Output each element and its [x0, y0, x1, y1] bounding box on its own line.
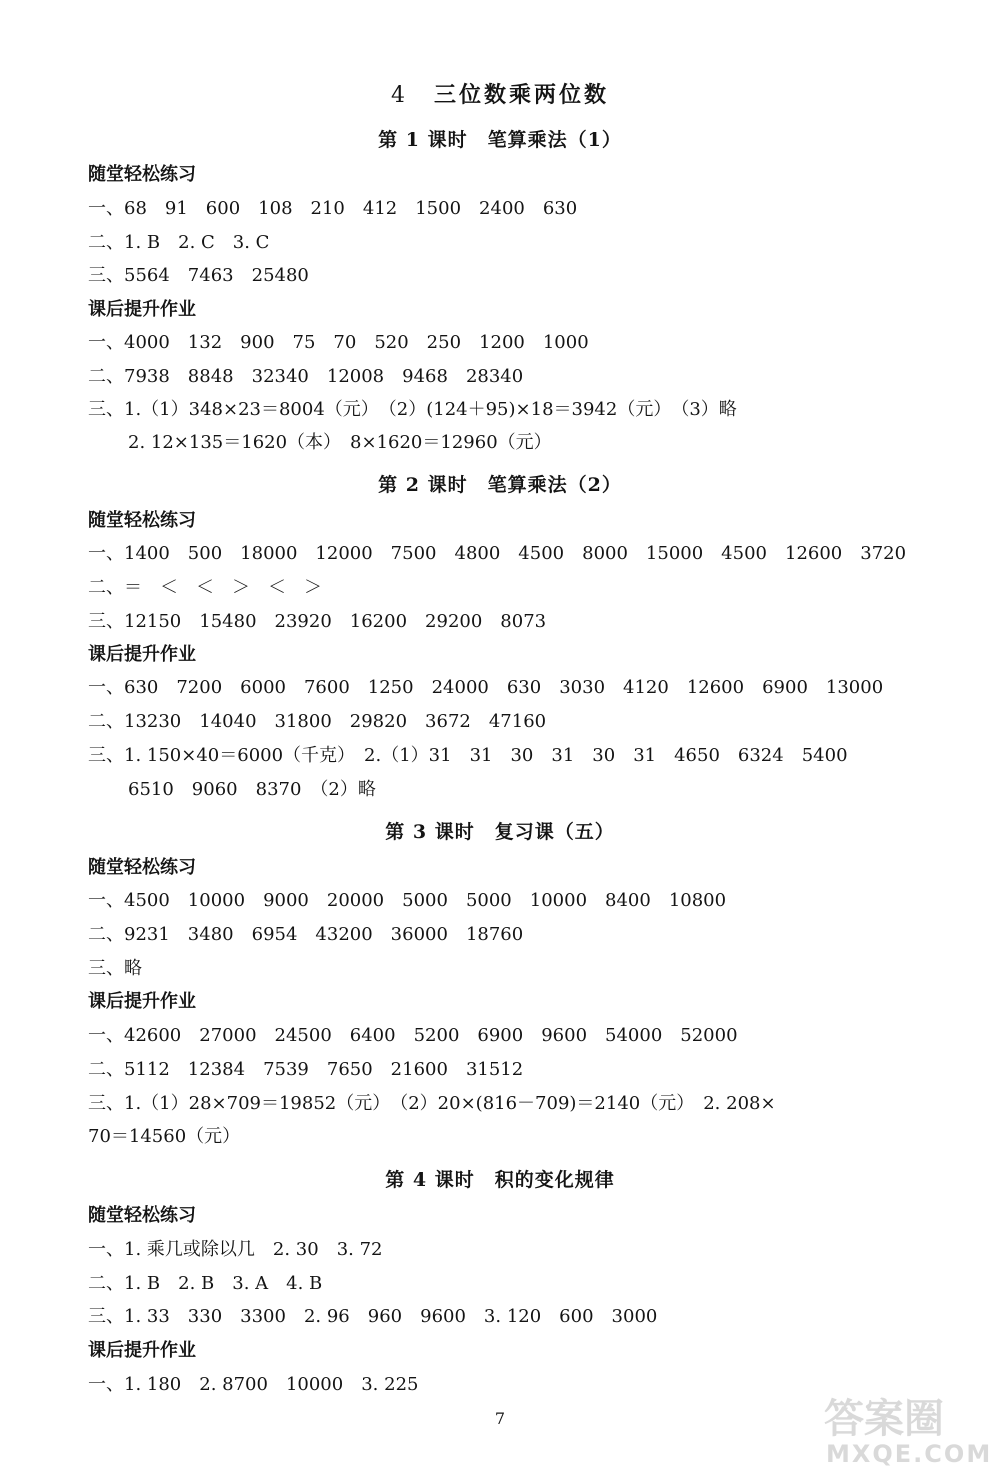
chapter-name: 三位数乘两位数	[433, 82, 609, 108]
answer-line: 二、7938 8848 32340 12008 9468 28340	[88, 366, 524, 387]
answer-line: 二、5112 12384 7539 7650 21600 31512	[88, 1059, 524, 1080]
answer-line: 70＝14560（元）	[88, 1126, 241, 1147]
answer-line: 二、1. B 2. C 3. C	[88, 232, 270, 253]
answer-line: 一、68 91 600 108 210 412 1500 2400 630	[88, 198, 578, 219]
answer-line: 一、1400 500 18000 12000 7500 4800 4500 8000 15000 4500 12600 3720	[88, 543, 907, 564]
section-in-class: 随堂轻松练习	[88, 1205, 196, 1226]
answer-line: 一、1. 180 2. 8700 10000 3. 225	[88, 1374, 419, 1395]
answer-line: 一、42600 27000 24500 6400 5200 6900 9600 54000 52000	[88, 1025, 738, 1046]
answer-line: 一、1. 乘几或除以几 2. 30 3. 72	[88, 1239, 383, 1260]
section-after-class: 课后提升作业	[88, 299, 196, 320]
watermark-text: 答案圈	[824, 1396, 944, 1442]
section-in-class: 随堂轻松练习	[88, 510, 196, 531]
answer-line: 三、12150 15480 23920 16200 29200 8073	[88, 611, 547, 632]
answer-line: 一、4000 132 900 75 70 520 250 1200 1000	[88, 332, 589, 353]
answer-line: 三、5564 7463 25480	[88, 265, 309, 286]
answer-line: 二、1. B 2. B 3. A 4. B	[88, 1273, 323, 1294]
page-number: 7	[494, 1409, 506, 1428]
answer-line: 二、9231 3480 6954 43200 36000 18760	[88, 924, 524, 945]
answer-line: 三、1. 150×40＝6000（千克） 2.（1）31 31 30 31 30 31 4650 6324 5400	[88, 745, 848, 766]
chapter-title	[0, 78, 1000, 109]
watermark-logo	[820, 1388, 996, 1468]
section-in-class: 随堂轻松练习	[88, 857, 196, 878]
answer-line: 6510 9060 8370 （2）略	[128, 779, 376, 800]
section-after-class: 课后提升作业	[88, 644, 196, 665]
lesson-4-title: 第 4 课时 积的变化规律	[385, 1169, 615, 1191]
answer-line: 三、1.（1）28×709＝19852（元） （2）20×(816－709)＝2140（元） 2. 208×	[88, 1093, 776, 1114]
chapter-number: 4	[390, 83, 408, 108]
lesson-3-title: 第 3 课时 复习课（五）	[385, 821, 615, 843]
lesson-1-title: 第 1 课时 笔算乘法（1）	[378, 129, 622, 151]
watermark-url: MXQE.COM	[826, 1440, 993, 1468]
answer-line: 2. 12×135＝1620（本） 8×1620＝12960（元）	[128, 432, 552, 453]
lesson-2-title: 第 2 课时 笔算乘法（2）	[378, 474, 622, 496]
section-after-class: 课后提升作业	[88, 1340, 196, 1361]
answer-line: 一、630 7200 6000 7600 1250 24000 630 3030 4120 12600 6900 13000	[88, 677, 884, 698]
answer-line: 二、＝ ＜ ＜ ＞ ＜ ＞	[88, 577, 322, 598]
section-after-class: 课后提升作业	[88, 991, 196, 1012]
answer-line: 二、13230 14040 31800 29820 3672 47160	[88, 711, 547, 732]
answer-line: 三、略	[88, 958, 142, 979]
section-in-class: 随堂轻松练习	[88, 164, 196, 185]
answer-line: 三、1.（1）348×23＝8004（元） （2）(124＋95)×18＝3942（元） （3）略	[88, 399, 737, 420]
answer-line: 一、4500 10000 9000 20000 5000 5000 10000 8400 10800	[88, 890, 727, 911]
answer-line: 三、1. 33 330 3300 2. 96 960 9600 3. 120 600 3000	[88, 1306, 658, 1327]
